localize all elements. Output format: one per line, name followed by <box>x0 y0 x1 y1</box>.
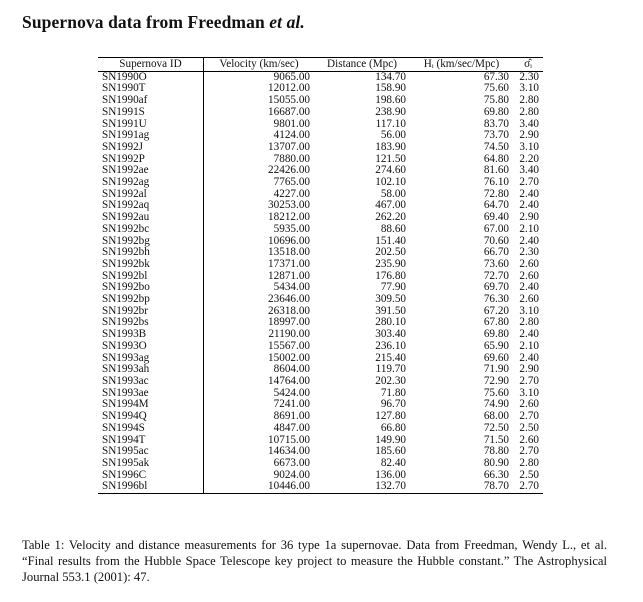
table-row <box>98 282 543 294</box>
cell-supernova-id: SN1990O <box>98 71 204 83</box>
table-row <box>98 306 543 318</box>
cell-velocity: 23646.00 <box>268 293 310 306</box>
cell-distance: 136.00 <box>375 468 406 481</box>
cell-hubble: 67.80 <box>483 316 509 329</box>
table-caption: Table 1: Velocity and distance measurements for 36 type 1a supernovae. Data from Freedman, Wendy L., et al. “Final results from the Hubble Space Telescope key project to measure the Hubble constant.” The Astrophysical Journal 553.1 (2001): 47. <box>22 538 607 584</box>
cell-sigma: 3.40 <box>519 117 539 130</box>
cell-sigma: 2.40 <box>519 187 539 200</box>
cell-hubble: 64.70 <box>483 199 509 212</box>
cell-velocity: 15055.00 <box>268 94 310 107</box>
cell-sigma: 2.60 <box>519 398 539 411</box>
cell-supernova-id: SN1990af <box>98 95 204 107</box>
cell-supernova-id: SN1993ac <box>98 376 204 388</box>
table-row <box>98 130 543 142</box>
table-row <box>98 224 543 236</box>
table-body <box>98 71 543 493</box>
cell-supernova-id: SN1992J <box>98 142 204 154</box>
cell-velocity: 10446.00 <box>204 481 315 493</box>
cell-sigma: 2.40 <box>519 281 539 294</box>
cell-supernova-id: SN1994S <box>98 423 204 435</box>
cell-velocity: 8691.00 <box>273 410 310 423</box>
cell-velocity: 30253.00 <box>268 199 310 212</box>
cell-supernova-id: SN1994M <box>98 399 204 411</box>
cell-velocity: 22426.00 <box>268 164 310 177</box>
table-row <box>98 247 543 259</box>
table-row <box>98 341 543 353</box>
cell-hubble: 67.00 <box>483 222 509 235</box>
cell-distance: 274.60 <box>375 164 406 177</box>
table-row <box>98 329 543 341</box>
cell-velocity: 10715.00 <box>268 433 310 446</box>
cell-sigma: 2.40 <box>519 351 539 364</box>
cell-supernova-id: SN1992P <box>98 154 204 166</box>
cell-sigma: 2.30 <box>519 70 539 83</box>
header-distance: Distance (Mpc) <box>314 58 410 72</box>
cell-velocity: 9024.00 <box>273 468 310 481</box>
header-hubble: Hᵢ (km/sec/Mpc) <box>410 58 513 72</box>
cell-velocity: 12871.00 <box>268 269 310 282</box>
cell-supernova-id: SN1993ag <box>98 353 204 365</box>
table-row <box>98 364 543 376</box>
cell-supernova-id: SN1993ae <box>98 388 204 400</box>
cell-velocity: 13518.00 <box>268 246 310 259</box>
cell-hubble: 71.90 <box>483 363 509 376</box>
cell-sigma: 3.10 <box>519 82 539 95</box>
table-row <box>98 259 543 271</box>
cell-hubble: 71.50 <box>483 433 509 446</box>
cell-sigma: 2.80 <box>519 94 539 107</box>
table-row <box>98 71 543 83</box>
cell-supernova-id: SN1992bp <box>98 294 204 306</box>
cell-hubble: 65.90 <box>483 339 509 352</box>
cell-supernova-id: SN1992bc <box>98 224 204 236</box>
cell-sigma: 2.40 <box>519 199 539 212</box>
table-row <box>98 165 543 177</box>
cell-sigma: 2.60 <box>519 293 539 306</box>
cell-sigma: 3.40 <box>519 164 539 177</box>
cell-hubble: 66.30 <box>483 468 509 481</box>
cell-velocity: 13707.00 <box>268 140 310 153</box>
cell-velocity: 14634.00 <box>268 445 310 458</box>
cell-hubble: 67.30 <box>483 70 509 83</box>
cell-velocity: 4227.00 <box>273 187 310 200</box>
cell-velocity: 18997.00 <box>268 316 310 329</box>
cell-supernova-id: SN1993O <box>98 341 204 353</box>
cell-supernova-id: SN1994Q <box>98 411 204 423</box>
cell-sigma: 2.60 <box>519 433 539 446</box>
cell-hubble: 74.50 <box>483 140 509 153</box>
cell-sigma: 2.90 <box>519 129 539 142</box>
cell-distance: 82.40 <box>380 456 406 469</box>
cell-supernova-id: SN1992au <box>98 212 204 224</box>
cell-distance: 262.20 <box>375 211 406 224</box>
supernova-table <box>98 57 543 494</box>
cell-velocity: 7241.00 <box>273 398 310 411</box>
cell-sigma: 2.40 <box>519 234 539 247</box>
cell-velocity: 8604.00 <box>273 363 310 376</box>
cell-hubble: 72.50 <box>483 421 509 434</box>
cell-distance: 202.50 <box>375 246 406 259</box>
table-row <box>98 470 543 482</box>
cell-sigma: 3.10 <box>519 386 539 399</box>
cell-velocity: 9065.00 <box>273 70 310 83</box>
cell-distance: 183.90 <box>375 140 406 153</box>
cell-supernova-id: SN1992bh <box>98 247 204 259</box>
cell-sigma: 2.90 <box>519 363 539 376</box>
cell-hubble: 78.80 <box>483 445 509 458</box>
cell-distance: 96.70 <box>380 398 406 411</box>
cell-distance: 77.90 <box>380 281 406 294</box>
cell-sigma: 2.10 <box>519 339 539 352</box>
cell-distance: 119.70 <box>375 363 406 376</box>
cell-supernova-id: SN1995ak <box>98 458 204 470</box>
cell-velocity: 6673.00 <box>273 456 310 469</box>
table-row <box>98 411 543 423</box>
cell-sigma: 2.70 <box>519 176 539 189</box>
cell-supernova-id: SN1996C <box>98 470 204 482</box>
cell-supernova-id: SN1996bl <box>98 481 204 493</box>
table-row <box>98 423 543 435</box>
cell-distance: 151.40 <box>375 234 406 247</box>
cell-hubble: 81.60 <box>483 164 509 177</box>
cell-supernova-id: SN1992br <box>98 306 204 318</box>
table-row <box>98 95 543 107</box>
title-etal: et al. <box>269 12 305 32</box>
header-sigma: σ̂ᵢ <box>513 58 543 72</box>
cell-sigma: 2.70 <box>519 374 539 387</box>
cell-distance: 132.70 <box>314 481 410 493</box>
cell-hubble: 66.70 <box>483 246 509 259</box>
cell-velocity: 4124.00 <box>273 129 310 142</box>
cell-supernova-id: SN1993ah <box>98 364 204 376</box>
table-row <box>98 200 543 212</box>
table-row <box>98 376 543 388</box>
cell-sigma: 3.10 <box>519 140 539 153</box>
cell-velocity: 18212.00 <box>268 211 310 224</box>
cell-sigma: 2.20 <box>519 152 539 165</box>
cell-distance: 467.00 <box>375 199 406 212</box>
cell-hubble: 76.10 <box>483 176 509 189</box>
cell-supernova-id: SN1994T <box>98 435 204 447</box>
cell-hubble: 76.30 <box>483 293 509 306</box>
cell-distance: 185.60 <box>375 445 406 458</box>
cell-distance: 127.80 <box>375 410 406 423</box>
cell-velocity: 12012.00 <box>268 82 310 95</box>
cell-sigma: 2.70 <box>513 481 543 493</box>
cell-velocity: 10696.00 <box>268 234 310 247</box>
cell-hubble: 75.60 <box>483 82 509 95</box>
cell-hubble: 74.90 <box>483 398 509 411</box>
cell-distance: 71.80 <box>380 386 406 399</box>
cell-velocity: 17371.00 <box>268 257 310 270</box>
table-row <box>98 399 543 411</box>
table-row <box>98 446 543 458</box>
cell-supernova-id: SN1992aq <box>98 200 204 212</box>
table-row <box>98 154 543 166</box>
cell-distance: 134.70 <box>375 70 406 83</box>
table-row <box>98 481 543 493</box>
cell-velocity: 15002.00 <box>268 351 310 364</box>
cell-supernova-id: SN1991S <box>98 107 204 119</box>
cell-supernova-id: SN1991U <box>98 119 204 131</box>
cell-velocity: 7880.00 <box>273 152 310 165</box>
cell-sigma: 3.10 <box>519 304 539 317</box>
cell-hubble: 69.40 <box>483 211 509 224</box>
cell-sigma: 2.50 <box>519 468 539 481</box>
cell-distance: 309.50 <box>375 293 406 306</box>
cell-distance: 117.10 <box>375 117 406 130</box>
cell-velocity: 5434.00 <box>273 281 310 294</box>
cell-distance: 121.50 <box>375 152 406 165</box>
table-row <box>98 317 543 329</box>
cell-distance: 66.80 <box>380 421 406 434</box>
cell-supernova-id: SN1992ag <box>98 177 204 189</box>
cell-distance: 58.00 <box>380 187 406 200</box>
cell-distance: 102.10 <box>375 176 406 189</box>
page-title <box>22 12 305 33</box>
cell-hubble: 72.90 <box>483 374 509 387</box>
cell-distance: 236.10 <box>375 339 406 352</box>
cell-hubble: 75.60 <box>483 386 509 399</box>
cell-supernova-id: SN1992ae <box>98 165 204 177</box>
cell-sigma: 2.90 <box>519 211 539 224</box>
table-row <box>98 142 543 154</box>
header-supernova-id: Supernova ID <box>98 58 204 72</box>
cell-distance: 56.00 <box>380 129 406 142</box>
cell-distance: 198.60 <box>375 94 406 107</box>
cell-supernova-id: SN1993B <box>98 329 204 341</box>
cell-velocity: 5935.00 <box>273 222 310 235</box>
cell-sigma: 2.50 <box>519 421 539 434</box>
cell-velocity: 15567.00 <box>268 339 310 352</box>
cell-hubble: 69.80 <box>483 105 509 118</box>
cell-hubble: 69.70 <box>483 281 509 294</box>
cell-sigma: 2.30 <box>519 246 539 259</box>
table-row <box>98 353 543 365</box>
cell-velocity: 14764.00 <box>268 374 310 387</box>
cell-distance: 238.90 <box>375 105 406 118</box>
cell-hubble: 68.00 <box>483 410 509 423</box>
cell-sigma: 2.80 <box>519 316 539 329</box>
title-text: Supernova data from Freedman <box>22 12 270 32</box>
cell-supernova-id: SN1992bk <box>98 259 204 271</box>
table-row <box>98 435 543 447</box>
cell-supernova-id: SN1992bs <box>98 317 204 329</box>
table-header-row <box>98 58 543 72</box>
cell-sigma: 2.70 <box>519 445 539 458</box>
table-row <box>98 212 543 224</box>
table-row <box>98 236 543 248</box>
cell-sigma: 2.10 <box>519 222 539 235</box>
cell-sigma: 2.70 <box>519 410 539 423</box>
cell-supernova-id: SN1992al <box>98 189 204 201</box>
cell-hubble: 67.20 <box>483 304 509 317</box>
cell-hubble: 78.70 <box>410 481 513 493</box>
header-velocity: Velocity (km/sec) <box>204 58 315 72</box>
cell-supernova-id: SN1991ag <box>98 130 204 142</box>
cell-hubble: 83.70 <box>483 117 509 130</box>
cell-velocity: 26318.00 <box>268 304 310 317</box>
cell-velocity: 21190.00 <box>268 328 310 341</box>
cell-hubble: 64.80 <box>483 152 509 165</box>
cell-distance: 303.40 <box>375 328 406 341</box>
cell-velocity: 9801.00 <box>273 117 310 130</box>
cell-hubble: 73.70 <box>483 129 509 142</box>
cell-distance: 176.80 <box>375 269 406 282</box>
table-row <box>98 177 543 189</box>
cell-supernova-id: SN1992bl <box>98 271 204 283</box>
cell-hubble: 72.70 <box>483 269 509 282</box>
cell-sigma: 2.60 <box>519 257 539 270</box>
cell-hubble: 72.80 <box>483 187 509 200</box>
cell-velocity: 5424.00 <box>273 386 310 399</box>
cell-velocity: 16687.00 <box>268 105 310 118</box>
table-row <box>98 83 543 95</box>
cell-distance: 88.60 <box>380 222 406 235</box>
cell-distance: 215.40 <box>375 351 406 364</box>
cell-supernova-id: SN1992bg <box>98 236 204 248</box>
cell-supernova-id: SN1990T <box>98 83 204 95</box>
cell-hubble: 75.80 <box>483 94 509 107</box>
cell-distance: 158.90 <box>375 82 406 95</box>
cell-sigma: 2.80 <box>519 456 539 469</box>
table-row <box>98 271 543 283</box>
cell-distance: 149.90 <box>375 433 406 446</box>
cell-hubble: 69.80 <box>483 328 509 341</box>
cell-supernova-id: SN1992bo <box>98 282 204 294</box>
cell-supernova-id: SN1995ac <box>98 446 204 458</box>
cell-sigma: 2.80 <box>519 105 539 118</box>
table-row <box>98 458 543 470</box>
table-row <box>98 119 543 131</box>
cell-hubble: 73.60 <box>483 257 509 270</box>
table-row <box>98 107 543 119</box>
cell-sigma: 2.60 <box>519 269 539 282</box>
cell-distance: 202.30 <box>375 374 406 387</box>
cell-sigma: 2.40 <box>519 328 539 341</box>
table-row <box>98 189 543 201</box>
table-row <box>98 388 543 400</box>
cell-hubble: 69.60 <box>483 351 509 364</box>
cell-distance: 280.10 <box>375 316 406 329</box>
cell-hubble: 70.60 <box>483 234 509 247</box>
cell-velocity: 7765.00 <box>273 176 310 189</box>
cell-distance: 391.50 <box>375 304 406 317</box>
table-row <box>98 294 543 306</box>
cell-velocity: 4847.00 <box>273 421 310 434</box>
cell-distance: 235.90 <box>375 257 406 270</box>
cell-hubble: 80.90 <box>483 456 509 469</box>
